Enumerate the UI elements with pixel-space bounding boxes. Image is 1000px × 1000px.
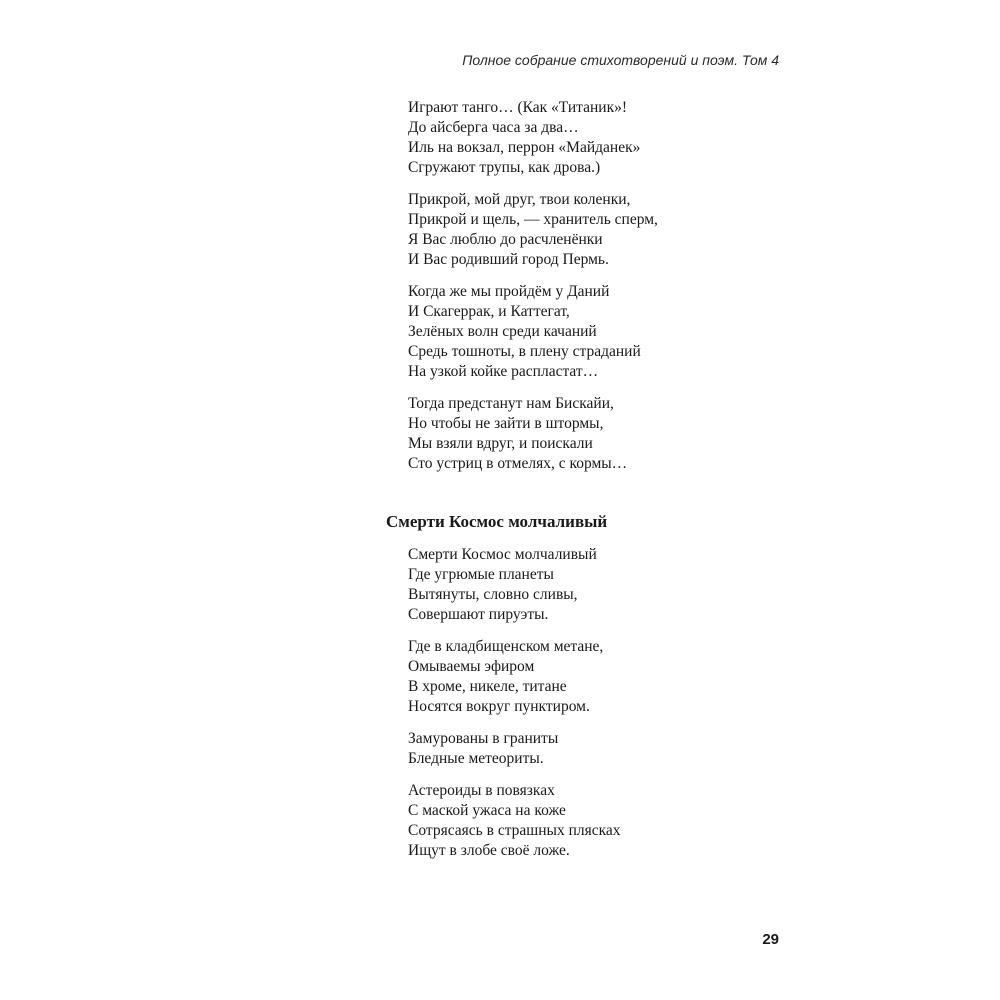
verse-line: Прикрой и щель, — хранитель сперм,	[408, 211, 658, 228]
poem-title: Смерти Космос молчаливый	[386, 512, 608, 531]
stanza	[408, 637, 808, 717]
verse-line: Средь тошноты, в плену страданий	[408, 343, 641, 360]
verse-line: Астероиды в повязках	[408, 782, 555, 799]
verse-line: Когда же мы пройдём у Даний	[408, 283, 610, 300]
verse-line: Совершают пируэты.	[408, 606, 549, 623]
poem-continuation	[408, 98, 808, 486]
verse-line: Мы взяли вдруг, и поискали	[408, 435, 593, 452]
stanza	[408, 190, 808, 270]
verse-line: Иль на вокзал, перрон «Майданек»	[408, 139, 641, 156]
verse-line: Играют танго… (Как «Титаник»!	[408, 99, 628, 116]
verse-line: Я Вас люблю до расчленёнки	[408, 231, 603, 248]
verse-line: Сотрясаясь в страшных плясках	[408, 822, 621, 839]
verse-line: Носятся вокруг пунктиром.	[408, 698, 590, 715]
verse-line: С маской ужаса на коже	[408, 802, 566, 819]
verse-line: Но чтобы не зайти в штормы,	[408, 415, 604, 432]
verse-line: Бледные метеориты.	[408, 750, 544, 767]
verse-line: И Скагеррак, и Каттегат,	[408, 303, 570, 320]
stanza	[408, 781, 808, 861]
stanza	[408, 729, 808, 769]
verse-line: Омываемы эфиром	[408, 658, 535, 675]
stanza	[408, 282, 808, 382]
verse-line: И Вас родивший город Пермь.	[408, 251, 609, 268]
stanza	[408, 545, 808, 625]
verse-line: Где угрюмые планеты	[408, 566, 554, 583]
stanza	[408, 98, 808, 178]
verse-line: Тогда предстанут нам Бискайи,	[408, 395, 614, 412]
stanza	[408, 394, 808, 474]
verse-line: Где в кладбищенском метане,	[408, 638, 604, 655]
verse-line: Прикрой, мой друг, твои коленки,	[408, 191, 631, 208]
poem-body	[408, 545, 808, 873]
verse-line: На узкой койке распластат…	[408, 363, 599, 380]
running-header: Полное собрание стихотворений и поэм. Том 4	[462, 52, 779, 68]
verse-line: Сто устриц в отмелях, с кормы…	[408, 455, 628, 472]
verse-line: Ищут в злобе своё ложе.	[408, 842, 570, 859]
verse-line: Замурованы в граниты	[408, 730, 559, 747]
page-number: 29	[762, 931, 779, 948]
verse-line: До айсберга часа за два…	[408, 119, 579, 136]
verse-line: В хроме, никеле, титане	[408, 678, 567, 695]
verse-line: Зелёных волн среди качаний	[408, 323, 597, 340]
verse-line: Смерти Космос молчаливый	[408, 546, 597, 563]
verse-line: Вытянуты, словно сливы,	[408, 586, 578, 603]
verse-line: Сгружают трупы, как дрова.)	[408, 159, 601, 176]
